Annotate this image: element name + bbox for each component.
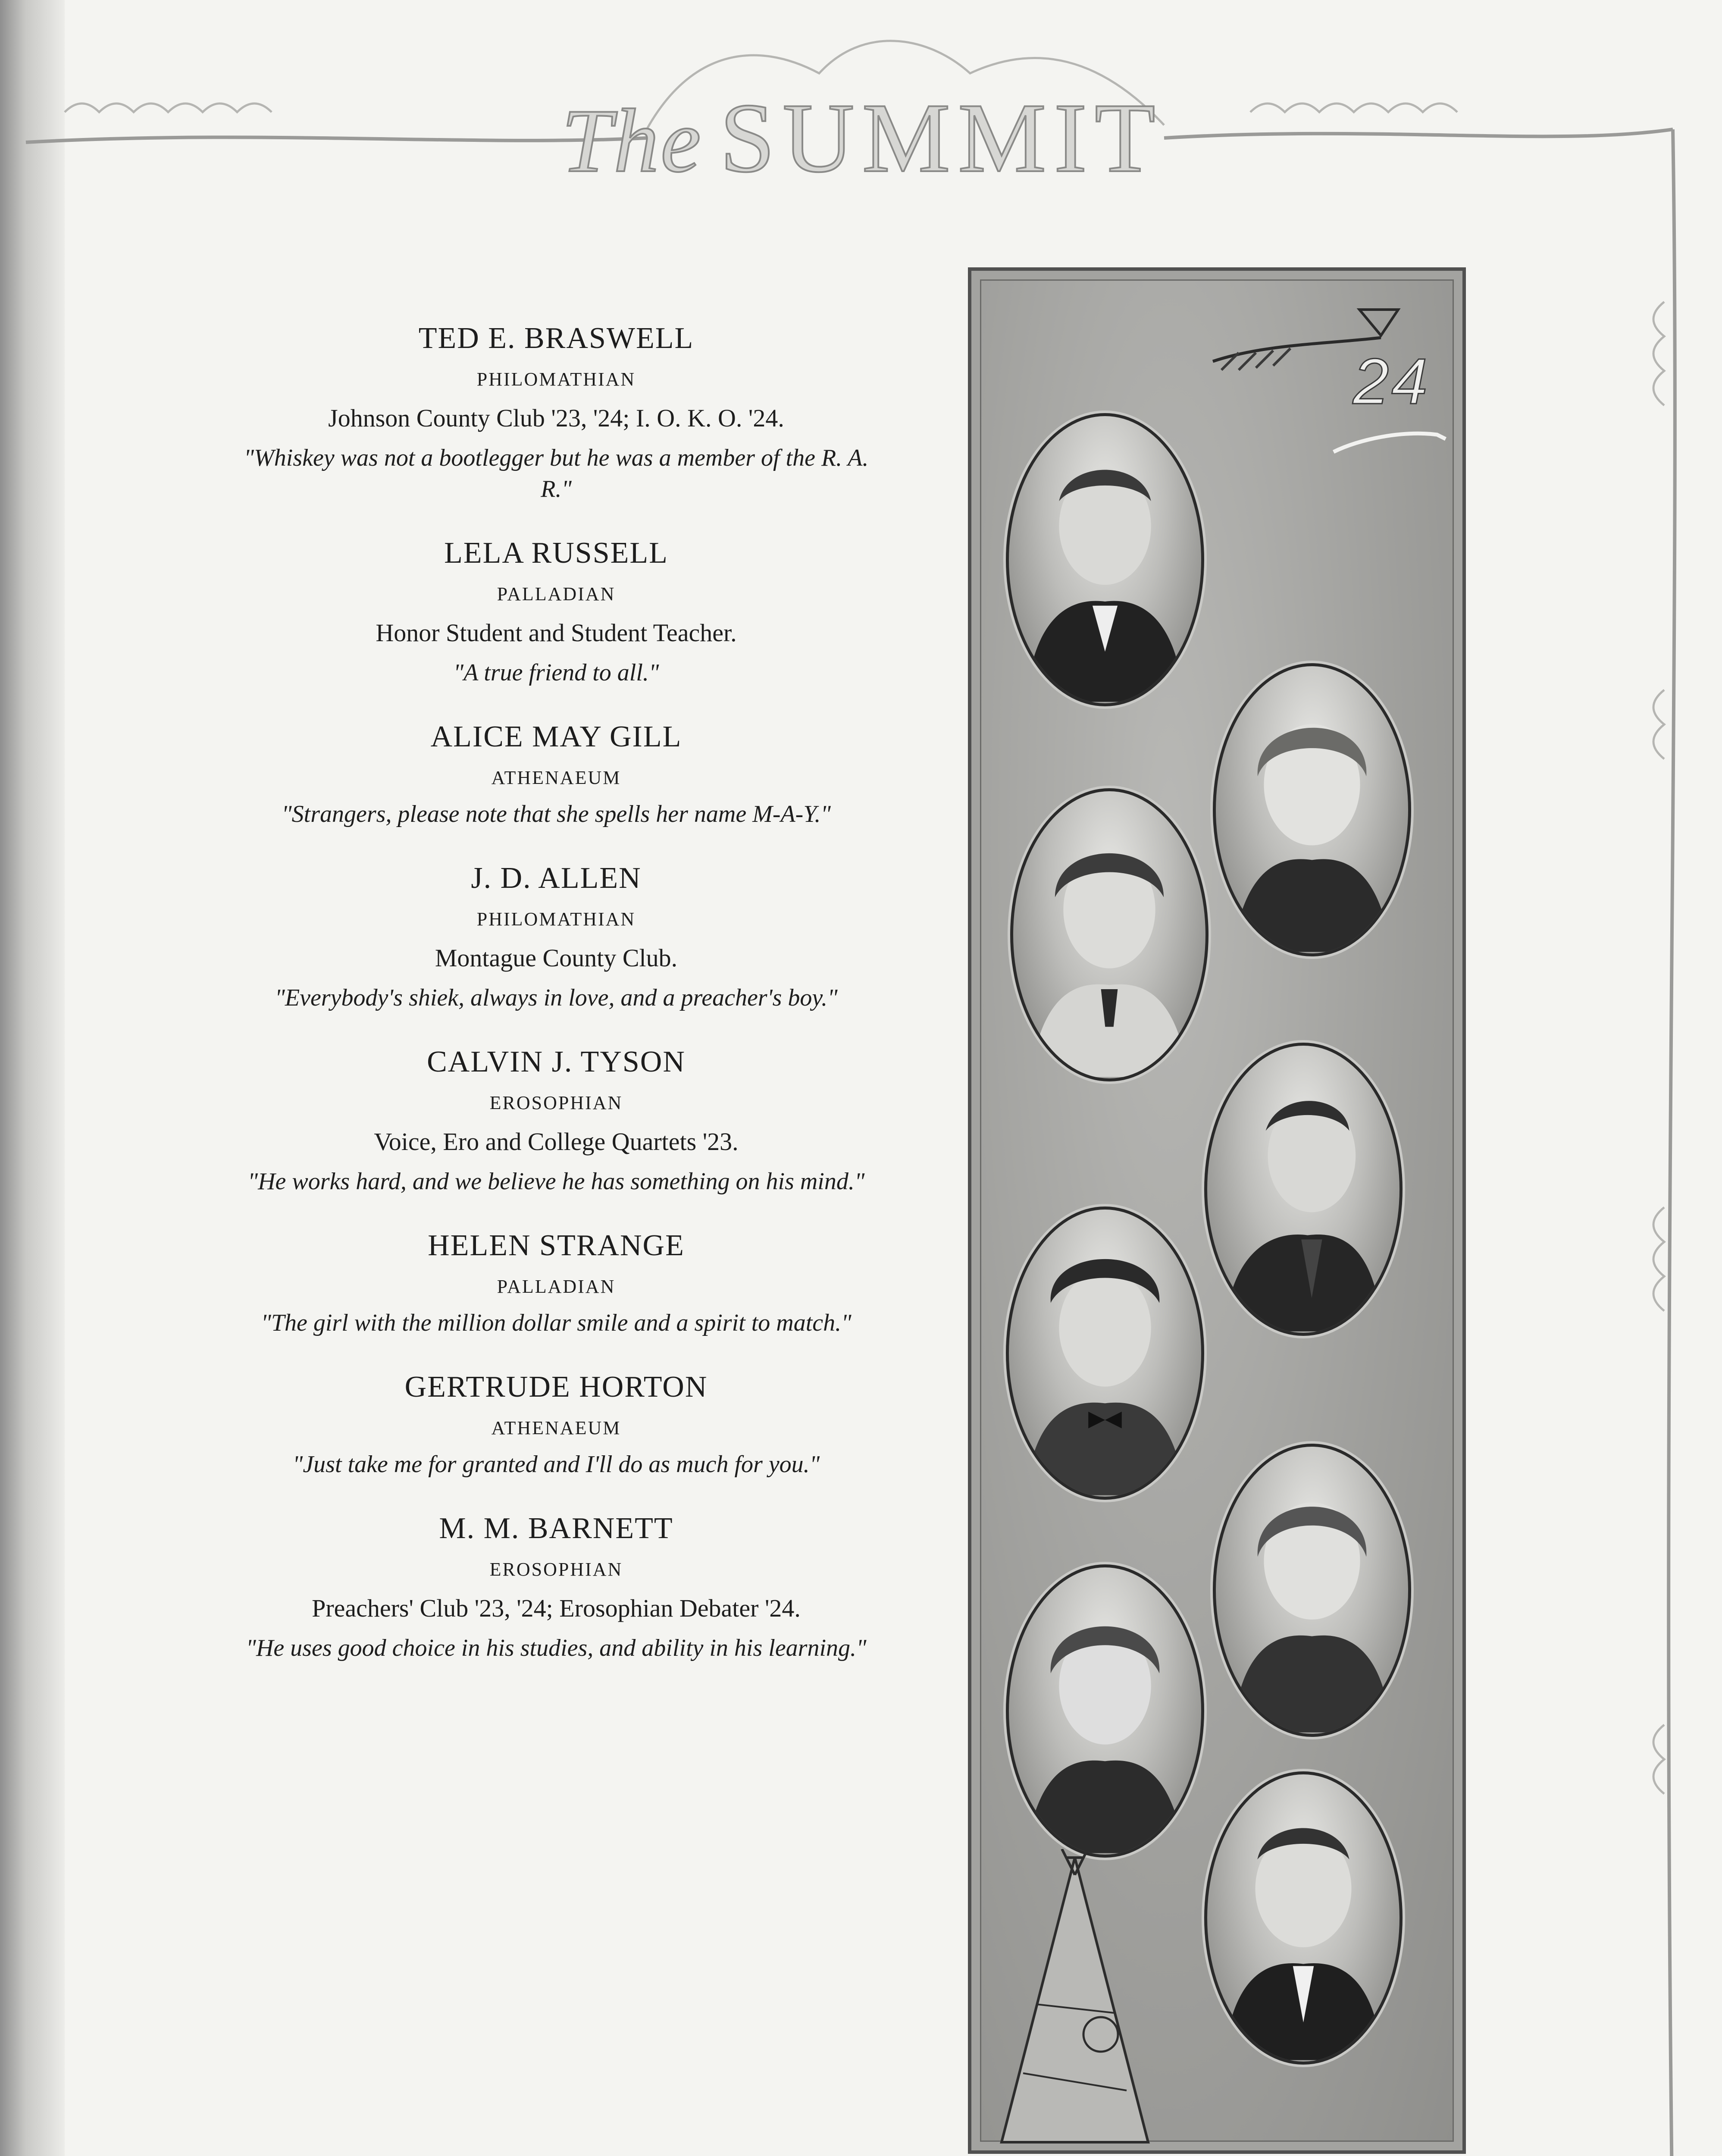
entry-quote: "Just take me for granted and I'll do as much for you." [292,1451,820,1478]
entry-mm-barnett [233,1509,880,1664]
entry-helen-strange [233,1226,880,1338]
entry-society: PALLADIAN [497,583,616,605]
portrait-photo [1010,788,1209,1081]
entry-quote: "He uses good choice in his studies, and ability in his learning." [246,1635,867,1661]
entry-society: ATHENAEUM [491,1417,621,1438]
entry-calvin-tyson [233,1043,880,1197]
entry-society: EROSOPHIAN [489,1092,623,1113]
entry-lela-russell [233,534,880,688]
entry-society: EROSOPHIAN [489,1559,623,1580]
portrait-photo [1204,1043,1403,1336]
entry-honors: Honor Student and Student Teacher. [376,619,737,647]
entry-honors: Voice, Ero and College Quartets '23. [374,1128,739,1156]
entry-honors: Johnson County Club '23, '24; I. O. K. O. '24. [328,404,784,432]
entry-quote: "Strangers, please note that she spells her name M-A-Y." [282,801,831,827]
entry-name: HELEN STRANGE [428,1229,685,1262]
entry-name: CALVIN J. TYSON [427,1045,686,1078]
portrait-photo [1213,1444,1411,1737]
portrait-photo [1006,1206,1204,1500]
class-year-label: 24 [1353,345,1430,417]
entry-society: ATHENAEUM [491,767,621,788]
entry-name: LELA RUSSELL [444,536,668,570]
portrait-photo [1006,413,1204,706]
tepee-icon [993,1849,1157,2151]
portrait-panel [968,267,1466,2154]
entry-gertrude-horton [233,1368,880,1480]
entry-society: PHILOMATHIAN [476,909,636,930]
portrait-photo [1213,663,1411,956]
portrait-photo [1204,1771,1403,2065]
senior-entries-column [233,319,880,1693]
entry-alice-may-gill [233,718,880,830]
entry-quote: "He works hard, and we believe he has something on his mind." [247,1168,865,1195]
hook-ornament-icon [1325,413,1454,465]
entry-name: TED E. BRASWELL [418,322,694,355]
entry-quote: "Everybody's shiek, always in love, and a preacher's boy." [275,984,838,1011]
entry-name: GERTRUDE HORTON [404,1370,708,1404]
entry-society: PALLADIAN [497,1276,616,1297]
entry-name: ALICE MAY GILL [430,720,682,753]
entry-quote: "The girl with the million dollar smile and a spirit to match." [261,1310,852,1336]
entry-society: PHILOMATHIAN [476,369,636,390]
entry-ted-braswell [233,319,880,505]
entry-honors: Montague County Club. [435,944,678,972]
entry-quote: "A true friend to all." [453,659,659,686]
entry-quote: "Whiskey was not a bootlegger but he was a member of the R. A. R." [244,445,869,502]
portrait-photo [1006,1564,1204,1858]
entry-honors: Preachers' Club '23, '24; Erosophian Debater '24. [312,1594,801,1622]
entry-name: M. M. BARNETT [439,1512,673,1545]
yearbook-title [496,82,1229,194]
title-main: SUMMIT [720,83,1163,193]
title-prefix: The [561,91,703,191]
entry-jd-allen [233,859,880,1013]
entry-name: J. D. ALLEN [471,862,642,895]
